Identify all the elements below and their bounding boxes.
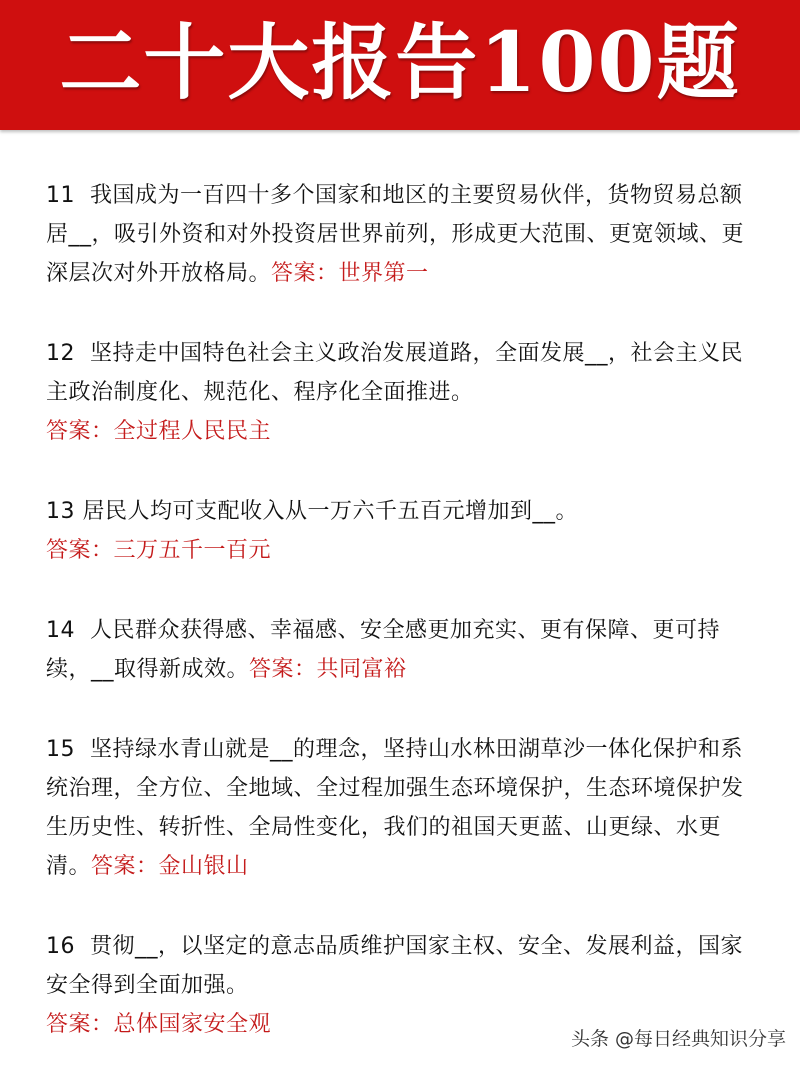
page-title: 二十大报告100题 — [59, 15, 741, 111]
title-banner — [0, 0, 800, 130]
question-item-12 — [46, 334, 758, 451]
question-text: 居民人均可支配收入从一万六千五百元增加到__。 — [82, 499, 579, 524]
question-number: 13 — [46, 499, 75, 524]
watermark: 头条 @每日经典知识分享 — [570, 1028, 786, 1050]
answer-text: 总体国家安全观 — [113, 1012, 272, 1037]
question-item-11 — [46, 176, 758, 293]
question-number: 11 — [46, 183, 75, 208]
question-text: 人民群众获得感、幸福感、安全感更加充实、更有保障、更可持续，__取得新成效。 — [46, 618, 721, 682]
answer-text: 三万五千一百元 — [113, 538, 272, 563]
question-number: 16 — [46, 934, 75, 959]
answer-text: 共同富裕 — [316, 657, 407, 682]
answer-label: 答案： — [271, 261, 339, 286]
answer-text: 金山银山 — [158, 854, 249, 879]
answer-label: 答案： — [249, 657, 317, 682]
question-text: 坚持绿水青山就是__的理念，坚持山水林田湖草沙一体化保护和系统治理，全方位、全地域、全过程加强生态环境保护，生态环境保护发生历史性、转折性、全局性变化，我们的祖国天更蓝、山更绿、水更清。 — [46, 737, 744, 879]
question-number: 12 — [46, 341, 75, 366]
question-text: 坚持走中国特色社会主义政治发展道路，全面发展__，社会主义民主政治制度化、规范化、程序化全面推进。 — [46, 341, 744, 405]
answer-text: 世界第一 — [338, 261, 429, 286]
question-item-14 — [46, 611, 758, 689]
answer-label: 答案： — [91, 854, 159, 879]
answer-label: 答案： — [46, 1012, 114, 1037]
question-text: 我国成为一百四十多个国家和地区的主要贸易伙伴，货物贸易总额居__，吸引外资和对外投资居世界前列，形成更大范围、更宽领域、更深层次对外开放格局。 — [46, 183, 745, 286]
question-text: 贯彻__，以坚定的意志品质维护国家主权、安全、发展利益，国家安全得到全面加强。 — [46, 934, 744, 998]
answer-label: 答案： — [46, 538, 114, 563]
question-list — [46, 176, 758, 1085]
question-item-13 — [46, 492, 758, 570]
answer-text: 全过程人民民主 — [113, 419, 272, 444]
question-number: 15 — [46, 737, 75, 762]
question-number: 14 — [46, 618, 75, 643]
answer-label: 答案： — [46, 419, 114, 444]
question-item-15 — [46, 730, 758, 886]
